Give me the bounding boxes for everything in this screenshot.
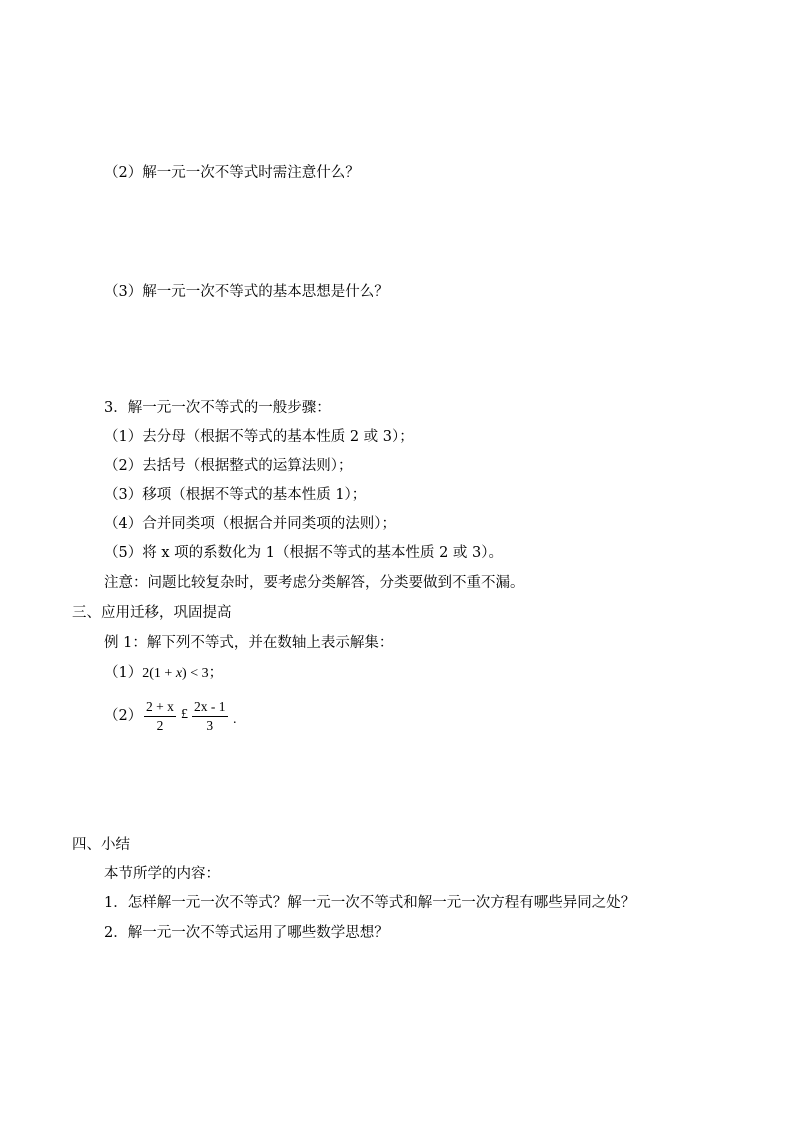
summary-intro: 本节所学的内容： bbox=[104, 866, 220, 882]
fraction-left: 2 + x 2 bbox=[146, 699, 174, 733]
step-item: （4）合并同类项（根据合并同类项的法则）； bbox=[104, 516, 396, 532]
steps-note: 注意：问题比较复杂时，要考虑分类解答，分类要做到不重不漏。 bbox=[104, 575, 525, 591]
step-item: （1）去分母（根据不等式的基本性质 2 或 3）； bbox=[104, 429, 414, 445]
example-1-prompt: 例 1：解下列不等式，并在数轴上表示解集： bbox=[104, 635, 394, 651]
problem-1: （1）2(1 + x) < 3； bbox=[104, 665, 224, 681]
step-item: （5）将 x 项的系数化为 1（根据不等式的基本性质 2 或 3）。 bbox=[104, 545, 503, 561]
step-item: （2）去括号（根据整式的运算法则）； bbox=[104, 458, 353, 474]
summary-item: 1．怎样解一元一次不等式？解一元一次不等式和解一元一次方程有哪些异同之处？ bbox=[104, 895, 636, 911]
summary-item: 2．解一元一次不等式运用了哪些数学思想？ bbox=[104, 925, 389, 941]
problem-1-label: （1） bbox=[104, 665, 143, 681]
section-3-title: 三、应用迁移，巩固提高 bbox=[72, 605, 232, 621]
step-item: （3）移项（根据不等式的基本性质 1）； bbox=[104, 487, 367, 503]
problem-1-formula: 2(1 + x) < 3 bbox=[142, 666, 209, 681]
question-3: （3）解一元一次不等式的基本思想是什么？ bbox=[104, 284, 389, 300]
section-4-title: 四、小结 bbox=[72, 837, 130, 853]
formula-period: . bbox=[233, 712, 237, 727]
question-2: （2）解一元一次不等式时需注意什么？ bbox=[104, 165, 360, 181]
steps-heading: 3．解一元一次不等式的一般步骤： bbox=[104, 400, 331, 416]
problem-2-label: （2） bbox=[104, 708, 143, 724]
relation-symbol: £ bbox=[181, 707, 188, 722]
fraction-right: 2x - 1 3 bbox=[194, 699, 226, 733]
